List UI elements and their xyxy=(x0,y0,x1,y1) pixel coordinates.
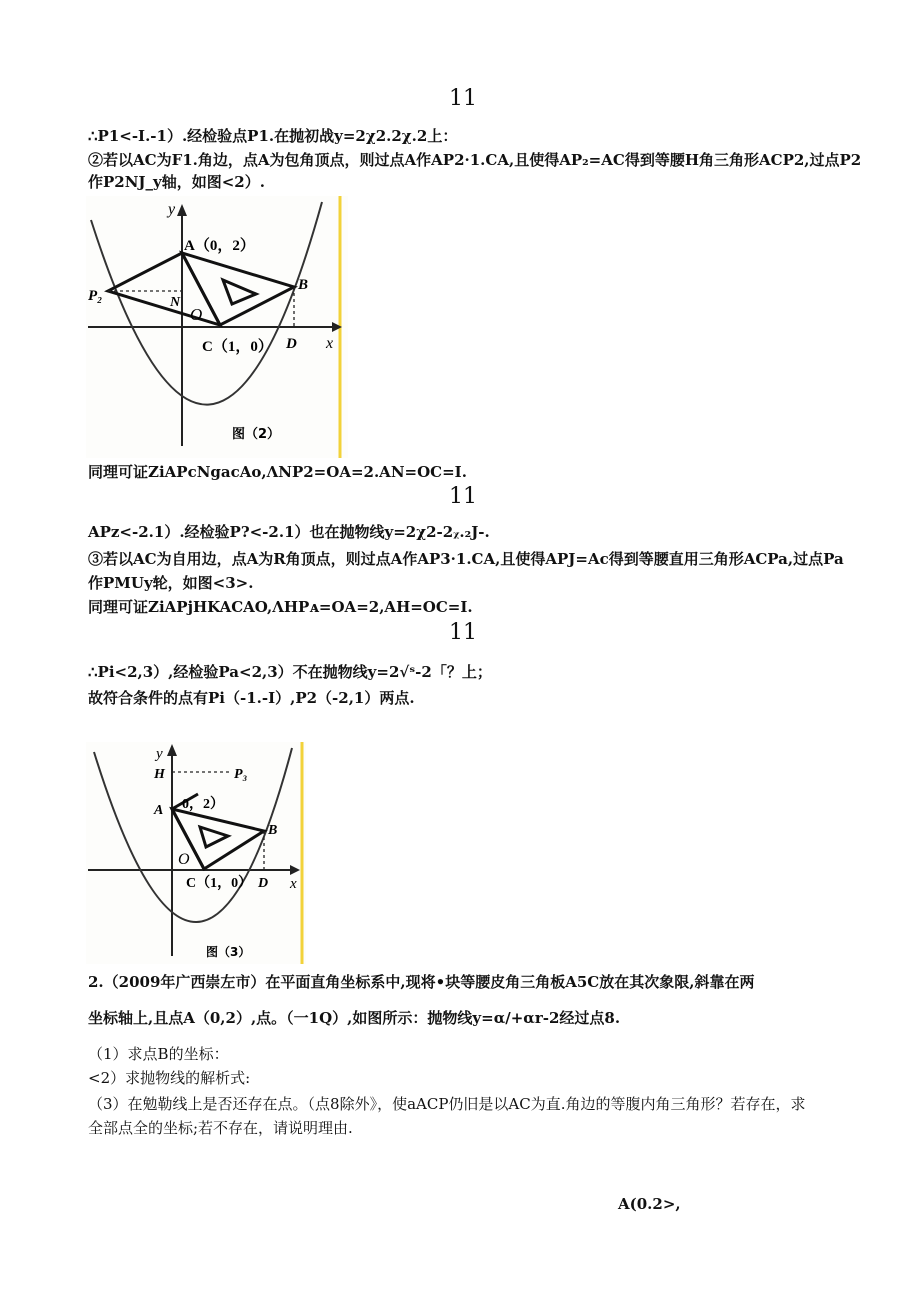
text-line: ②若以AC为F1.角边，点A为包角顶点，则过点A作AP2·1.CA,且使得AP₂=AC得到等腰H角三角形ACP2,过点P2 xyxy=(88,151,862,169)
label-o: O xyxy=(178,851,190,868)
label-a: A xyxy=(154,803,164,818)
figure-3-caption: 图（3） xyxy=(206,945,251,959)
figure-2-graph xyxy=(86,196,348,458)
problem-2-line: 2.（2009年广西崇左市）在平面直角坐标系中,现将•块等腰皮角三角板A5C放在其次象限,斜靠在两 xyxy=(88,973,755,991)
page-mark-1: 11 xyxy=(449,86,477,111)
label-c: C（1，0） xyxy=(186,876,253,891)
question-3: （3）在勉勒线上是否还存在点。（点8除外》，使aACP仍旧是以AC为直.角边的等腹内角三角形？若存在，求 xyxy=(88,1095,806,1113)
text-line: 同理可证ZiAPcNgacAo,ΛNP2=OA=2.AN=OC=I. xyxy=(88,463,467,481)
figure-3 xyxy=(86,742,306,964)
label-b: B xyxy=(298,277,309,293)
label-y: y xyxy=(156,746,163,762)
label-p2: P₂ xyxy=(88,288,103,304)
figure-2-caption: 图（2） xyxy=(232,427,281,442)
label-b: B xyxy=(268,823,278,838)
text-line: ∴P1<-I.-1）.经检验点P1.在抛初战y=2χ2.2χ.2上： xyxy=(88,127,458,145)
text-line: 作PMUy轮，如图<3>. xyxy=(88,574,254,592)
question-3-cont: 全部点全的坐标;若不存在，请说明理由. xyxy=(88,1119,353,1137)
text-line: ∴Pi<2,3）,经检验Pa<2,3）不在抛物线y=2√ˢ-2「？上； xyxy=(88,663,492,681)
text-line: APz<-2.1）.经检验P?<-2.1）也在抛物线y=2χ2-2ᵪ.₂J-. xyxy=(88,523,490,541)
label-a: A（0，2） xyxy=(184,238,255,254)
question-1: （1）求点B的坐标： xyxy=(88,1045,229,1063)
label-d: D xyxy=(286,336,297,352)
figure-3-graph xyxy=(86,742,306,964)
text-line: 作P2NJ_y轴，如图<2）. xyxy=(88,173,265,191)
page-mark-3: 11 xyxy=(449,620,477,645)
label-h: H xyxy=(154,767,165,782)
label-a-coord: 0，2） xyxy=(182,797,224,812)
label-c: C（1，0） xyxy=(202,339,273,355)
label-o: O xyxy=(190,305,203,324)
label-y: y xyxy=(168,201,176,218)
text-line: ③若以AC为自用边，点A为R角顶点，则过点A作AP3·1.CA,且使得APJ=Ac得到等腰直用三角形ACPa,过点Pa xyxy=(88,550,844,568)
question-2: <2）求抛物线的解析式: xyxy=(88,1069,251,1087)
label-x: x xyxy=(290,876,297,892)
problem-2-line: 坐标轴上,且点A（0,2）,点。（一1Q）,如图所示：抛物线y=α/+αr-2经过点8. xyxy=(88,1009,621,1027)
label-p3: P₃ xyxy=(234,767,248,782)
label-x: x xyxy=(326,335,334,352)
label-n: N xyxy=(170,295,181,310)
text-line: 故符合条件的点有Pi（-1.-I）,P2（-2,1）两点. xyxy=(88,689,415,707)
text-line: 同理可证ZiAPjHKACAO,ΛHPᴀ=OA=2,AH=OC=I. xyxy=(88,598,473,616)
figure-2 xyxy=(86,196,348,458)
page-mark-2: 11 xyxy=(449,484,477,509)
answer-fragment: A(0.2>, xyxy=(618,1195,681,1213)
label-d: D xyxy=(258,876,269,891)
